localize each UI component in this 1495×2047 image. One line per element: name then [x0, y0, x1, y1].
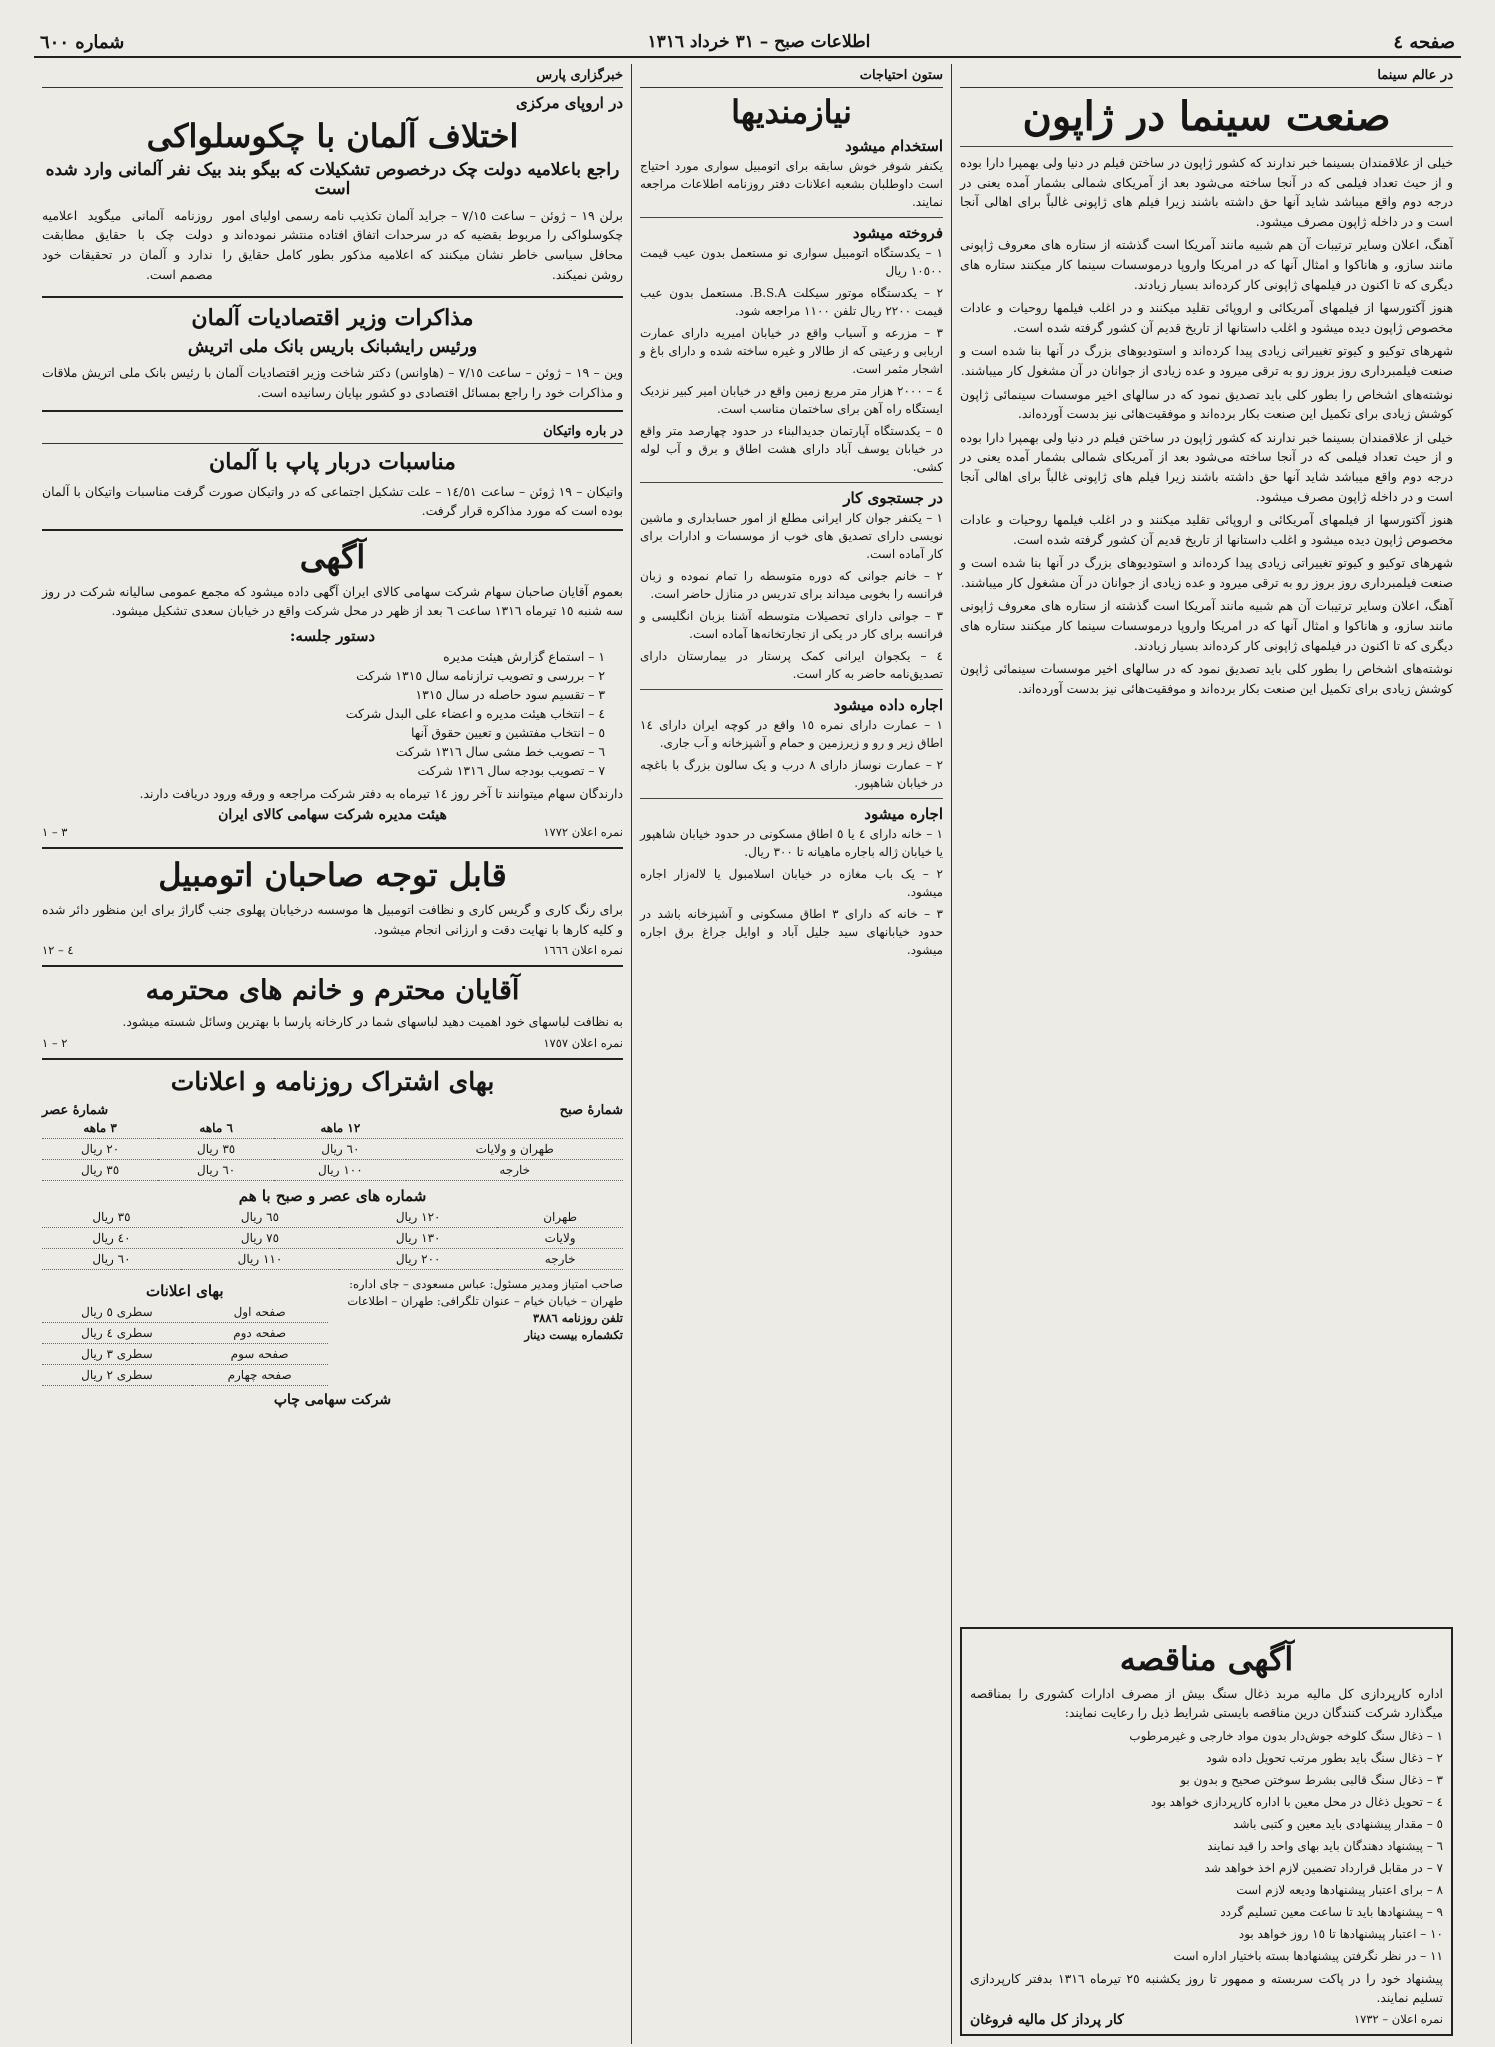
- table-cell: ٣٥ ریال: [158, 1138, 274, 1159]
- ad-number: نمره اعلان ١٦٦٦: [543, 943, 623, 958]
- ad-run: ٣ – ١: [42, 825, 68, 840]
- article-paragraph: هنوز آکتورسها از فیلمهای آمریکائی و اروپائی تقلید میکنند و در اغلب فیلمها روحیات و عادات مخصوص ژاپون دیده میشود و اغلب داستانها از تاریخ قدیم آن کشور گرفته شده است.: [960, 300, 1453, 335]
- agenda-item: ٥ – انتخاب مفتشین و تعیین حقوق آنها: [411, 724, 605, 740]
- classifieds-title: نیازمندیها: [731, 93, 852, 131]
- tender-item: ٧ – در مقابل قرارداد تضمین لازم اخذ خواهد شد: [1204, 1860, 1443, 1875]
- table-header: ١٢ ماهه: [274, 1118, 406, 1139]
- article-paragraph: نوشته‌های اشخاص را بطور کلی باید تصدیق نمود که در سالهای اخیر موسسات سینمائی ژاپون کوشش زیادی برای تکمیل این صنعت بکار برده‌اند و موفقیت‌هائی نیز بدست آورده‌اند.: [960, 661, 1453, 696]
- tender-item: ١١ – در نظر نگرفتن پیشنهادها بسته باختیار اداره است: [1173, 1948, 1443, 1963]
- table-cell: ٤٠ ریال: [42, 1227, 181, 1248]
- table-cell: سطری ٢ ریال: [42, 1364, 192, 1385]
- classified-item: ٥ – یکدستگاه آپارتمان جدیدالبناء در حدود چهارصد متر واقع در خیابان یوسف آباد دارای هشت اطاق و برق و آب لوله کشی.: [640, 423, 943, 474]
- table-cell: ٧٥ ریال: [181, 1227, 339, 1248]
- classified-item: ١ – عمارت دارای نمره ١٥ واقع در کوچه ایران دارای ١٤ اطاق زیر و رو و زیرزمین و حمام و آشپزخانه و آب جاری.: [640, 717, 943, 750]
- issue-number: شماره ٦٠٠: [40, 31, 125, 53]
- classified-item: ٣ – مزرعه و آسیاب واقع در خیابان امیریه دارای عمارت اربابی و رعیتی که از طالار و غیره ساخته شده و دارای باغ و اشجار مثمر است.: [640, 325, 943, 376]
- classified-item: ١ – خانه دارای ٤ یا ٥ اطاق مسکونی در حدود خیابان شاهپور یا خیابان ژاله باجاره ماهیانه تا ٣٠٠ ریال.: [640, 826, 943, 859]
- vatican-text: واتیکان – ١٩ ژوئن – ساعت ١٤/٥١ – علت تشکیل اجتماعی که در واتیکان صورت گرفت مناسبات واتیکان با آلمان بوده است که مورد مذاکره قرار گرفت.: [42, 483, 624, 519]
- table-cell: ١١٠ ریال: [181, 1248, 339, 1269]
- vatican-kicker: در باره واتیکان: [42, 420, 623, 444]
- ad-number: نمره اعلان ١٧٥٧: [543, 1035, 623, 1050]
- table-cell: صفحه سوم: [192, 1343, 328, 1364]
- classified-item: ٢ – خانم جوانی که دوره متوسطه را تمام نموده و زبان فرانسه را بخوبی میداند برای تدریس در منازل حاضر است.: [640, 568, 943, 601]
- agenda-item: ٦ – تصویب خط مشی سال ١٣١٦ شرکت: [395, 743, 605, 759]
- classified-item: ٢ – یکدستگاه موتور سیکلت B.S.A. مستعمل بدون عیب قیمت ٢٢٠٠ ریال تلفن ١١٠٠ مراجعه شود.: [640, 285, 944, 318]
- table-row: [42, 1227, 623, 1248]
- ad-number: نمره اعلان ١٧٧٢: [543, 825, 623, 840]
- ad-number: نمره اعلان – ١٧٣٢: [1353, 2012, 1443, 2026]
- masthead: [34, 28, 1461, 58]
- table-row: [42, 1364, 328, 1385]
- table-cell: خارجه: [497, 1248, 623, 1269]
- subscription-title: بهای اشتراک روزنامه و اعلانات: [170, 1066, 495, 1096]
- ad-run: ٢ – ١: [42, 1035, 68, 1050]
- table-cell: ١٠٠ ریال: [274, 1159, 406, 1180]
- notice-signature: هیئت مدیره شرکت سهامی کالای ایران: [218, 807, 447, 824]
- classified-section-label: استخدام میشود: [845, 136, 943, 155]
- table-cell: ٢٠ ریال: [42, 1138, 158, 1159]
- table-cell: طهران و ولایات: [406, 1138, 623, 1159]
- tender-item: ٣ – ذغال سنگ قالبی بشرط سوختن صحیح و بدون بو: [1180, 1772, 1443, 1787]
- classified-item: ٢ – عمارت نوساز دارای ٨ درب و یک سالون بزرگ با باغچه در خیابان شاهپور.: [640, 757, 943, 790]
- single-copy-price: تکشماره بیست دینار: [524, 1327, 623, 1342]
- subscription-rates: [42, 1068, 623, 1408]
- tender-footer: پیشنهاد خود را در پاکت سربسته و ممهور تا روز یکشنبه ٢٥ تیرماه ١٣١٦ بدفتر کارپردازی تسلیم نمایند.: [970, 1970, 1443, 2006]
- table-cell: ١٢٠ ریال: [339, 1207, 497, 1228]
- classifieds-kicker: ستون احتیاجات: [640, 64, 943, 88]
- page-number: صفحه ٤: [1393, 31, 1455, 53]
- tender-intro: اداره کارپردازی کل مالیه مربد ذغال سنگ بیش از مصرف ادارات کشوری را بمناقصه میگذارد شرکت کنندگان درین مناقصه بایستی شرایط ذیل را رعایت نمایند:: [970, 1685, 1443, 1721]
- tender-item: ١٠ – اعتبار پیشنهادها تا ١٥ روز خواهد بود: [1238, 1926, 1443, 1941]
- table-cell: صفحه چهارم: [192, 1364, 328, 1385]
- table-cell: سطری ٣ ریال: [42, 1343, 192, 1364]
- table-cell: ٣٥ ریال: [42, 1207, 181, 1228]
- auto-ad-text: برای رنگ کاری و گریس کاری و نظافت اتومبیل ها موسسه درخیابان پهلوی جنب گاراژ برای این منظور دائر شده و کلیه کارها با نهایت دقت و ارزانی انجام میشود.: [42, 902, 623, 937]
- tender-notice: [960, 1627, 1453, 2036]
- table-cell: صفحه دوم: [192, 1322, 328, 1343]
- table-cell: خارجه: [406, 1159, 623, 1180]
- tender-item: ١ – ذغال سنگ کلوخه جوش‌دار بدون مواد خارجی و غیرمرطوب: [1129, 1728, 1443, 1743]
- ad-rates-title: بهای اعلانات: [145, 1281, 224, 1300]
- table-header: [406, 1118, 623, 1139]
- phone-number: تلفن روزنامه ٣٨٨٦: [533, 1310, 623, 1325]
- article-paragraph: آهنگ، اعلان وسایر ترتیبات آن هم شبیه مانند آمریکا است گذشته از ستاره های معروف ژاپونی مانند سازو، و هاناکوا و امثال آنها که در امریکا واروپا درموسسات سینما کار میکنند ستاره های دیگری که تا اکنون در فیلمهای ژاپونی کار کرده‌اند بسیار زیادند.: [960, 237, 1453, 292]
- article-paragraph: شهرهای توکیو و کیوتو تغییراتی زیادی پیدا کرده‌اند و استودیوهای بزرگ در آنها بنا شده است و صنعت فیلمبرداری روز بروز رو به ترقی میرود و عده زیادی از جوانان در آن مشغول کار میباشند.: [960, 555, 1453, 590]
- tender-item: ٢ – ذغال سنگ باید بطور مرتب تحویل داده شود: [1206, 1750, 1443, 1765]
- table-cell: ٢٠٠ ریال: [339, 1248, 497, 1269]
- table-cell: طهران: [497, 1207, 623, 1228]
- combined-title: شماره های عصر و صبح با هم: [238, 1186, 427, 1205]
- classified-item: ٢ – یک باب مغازه در خیابان اسلامبول یا لاله‌زار اجاره میشود.: [640, 866, 943, 899]
- article-paragraph: هنوز آکتورسها از فیلمهای آمریکائی و اروپائی تقلید میکنند و در اغلب فیلمها روحیات و عادات مخصوص ژاپون دیده میشود و اغلب داستانها از تاریخ قدیم آن کشور گرفته شده است.: [960, 512, 1453, 547]
- middle-column: [631, 64, 951, 2044]
- morning-edition-label: شمارهٔ صبح: [559, 1102, 623, 1118]
- agenda-item: ٢ – بررسی و تصویب ترازنامه سال ١٣١٥ شرکت: [356, 667, 605, 683]
- combined-table: [42, 1207, 623, 1270]
- agenda-label: دستور جلسه:: [289, 626, 376, 645]
- right-column: [951, 64, 1461, 2044]
- classified-item: ١ – یکنفر جوان کار ایرانی مطلع از امور حسابداری و ماشین نویسی دارای تصدیق های خوب از موسسات و ادارات برای کار آماده است.: [640, 510, 943, 561]
- table-header: ٦ ماهه: [158, 1118, 274, 1139]
- article-paragraph: آهنگ، اعلان وسایر ترتیبات آن هم شبیه مانند آمریکا است گذشته از ستاره های معروف ژاپونی مانند سازو، و هاناکوا و امثال آنها که در امریکا واروپا درموسسات سینما کار میکنند ستاره های دیگری که تا اکنون در فیلمهای ژاپونی کار کرده‌اند بسیار زیادند.: [960, 598, 1453, 653]
- table-cell: ١٣٠ ریال: [339, 1227, 497, 1248]
- classified-section-label: اجاره میشود: [864, 804, 943, 823]
- tender-item: ٥ – مقدار پیشنهادی باید معین و کتبی باشد: [1233, 1816, 1443, 1831]
- article-body: [960, 153, 1453, 698]
- table-row: [42, 1159, 623, 1180]
- ad-run: ٤ – ١٢: [42, 943, 74, 958]
- table-row: [42, 1138, 623, 1159]
- classified-item: ٤ – ٢٠٠٠ هزار متر مربع زمین واقع در خیابان امیر کبیر نزدیک ایستگاه راه آهن برای ساختمان مناسب است.: [640, 383, 943, 416]
- laundry-ad: [42, 975, 623, 1050]
- ad-rates-table: [42, 1302, 328, 1386]
- news-region: در اروپای مرکزی: [516, 94, 623, 112]
- news-agency-kicker: خبرگزاری پارس: [42, 64, 623, 88]
- talks-title: مذاکرات وزیر اقتصادیات آلمان: [191, 305, 474, 332]
- left-column: [34, 64, 631, 2044]
- auto-ad-title: قابل توجه صاحبان اتومبیل: [158, 856, 507, 895]
- table-cell: سطری ٤ ریال: [42, 1322, 192, 1343]
- talks-subtitle: ورئیس رایشبانک باریس بانک ملی اتریش: [187, 336, 478, 357]
- table-cell: ٦٠ ریال: [274, 1138, 406, 1159]
- tender-item: ٩ – پیشنهادها باید تا ساعت معین تسلیم گردد: [1220, 1904, 1443, 1919]
- table-cell: ٦٥ ریال: [181, 1207, 339, 1228]
- subscription-table: [42, 1118, 623, 1181]
- news-lede: راجع باعلامیه دولت چک درخصوص تشکیلات که بیگو بند بیک نفر آلمانی وارد شده است: [45, 159, 620, 200]
- table-row: [42, 1248, 623, 1269]
- notice-title: آگهی: [299, 537, 366, 576]
- article-paragraph: نوشته‌های اشخاص را بطور کلی باید تصدیق نمود که در سالهای اخیر موسسات سینمائی ژاپون کوشش زیادی برای تکمیل این صنعت بکار برده‌اند و موفقیت‌هائی نیز بدست آورده‌اند.: [960, 386, 1453, 422]
- tender-title: آگهی مناقصه: [1119, 1639, 1294, 1678]
- auto-ad: [42, 857, 623, 957]
- table-row: [42, 1322, 328, 1343]
- table-row: [42, 1302, 328, 1323]
- news-paragraph: برلن ١٩ – ژوئن – ساعت ٧/١٥ – جراید آلمان تکذیب نامه رسمی اولیای امور چکوسلواکی را مربوط بقضیه که در سرحدات اتفاق افتاده منتشر نموده‌اند و محافل سیاسی خاطر نشان میکنند که اعلامیه مذکور بطور کامل حقایق را روشن نمیکند.: [222, 207, 624, 282]
- shareholders-notice: [42, 539, 623, 840]
- table-cell: ٦٠ ریال: [158, 1159, 274, 1180]
- printer-name: شرکت سهامی چاپ: [273, 1391, 392, 1408]
- article-paragraph: شهرهای توکیو و کیوتو تغییراتی زیادی پیدا کرده‌اند و استودیوهای بزرگ در آنها بنا شده است و صنعت فیلمبرداری روز بروز رو به ترقی میرود و عده زیادی از جوانان در آن مشغول کار میباشند.: [960, 343, 1453, 378]
- article-paragraph: خیلی از علاقمندان بسینما خبر ندارند که کشور ژاپون در ساختن فیلم در دنیا ولی بهمپرا دارا بوده و از حیث تعداد فیلمی که در آنجا ساخته می‌شود بعد از آمریکای شمالی بشمار آمده یعنی در درجه دوم واقع میباشد شاید آنها حق داشته باشند زیرا فیلم های ژاپونی غالباً برای اهالی آنجا است و در داخله ژاپون مصرف میشود.: [960, 429, 1453, 504]
- notice-tail: دارندگان سهام میتوانند تا آخر روز ١٤ تیرماه به دفتر شرکت مراجعه و ورقه ورود دریافت دارند.: [139, 785, 623, 801]
- agenda-item: ٧ – تصویب بودجه سال ١٣١٦ شرکت: [417, 762, 605, 778]
- tender-signature: کار پرداز کل مالیه فروغان: [970, 2012, 1124, 2028]
- news-title: اختلاف آلمان با چکوسلواکی: [146, 117, 519, 155]
- classified-section-label: فروخته میشود: [852, 223, 943, 242]
- table-cell: سطری ٥ ریال: [42, 1302, 192, 1323]
- agenda-item: ١ – استماع گزارش هیئت مدیره: [443, 648, 605, 664]
- article-title: صنعت سینما در ژاپون: [1022, 93, 1391, 140]
- laundry-ad-text: به نظافت لباسهای خود اهمیت دهید لباسهای شما در کارخانه پارسا با بهترین وسائل شسته میشود.: [122, 1014, 623, 1030]
- section-kicker: در عالم سینما: [960, 64, 1453, 88]
- classified-item: ٣ – جوانی دارای تحصیلات متوسطه آشنا بزبان انگلیسی و فرانسه برای کار در یکی از تجارتخانه‌ها آماده است.: [640, 608, 943, 641]
- classified-item: یکنفر شوفر خوش سابقه برای اتومبیل سواری مورد احتیاج است داوطلبان بشعبه اعلانات دفتر روزنامه اطلاعات مراجعه نمایند.: [640, 158, 943, 209]
- table-header: ٣ ماهه: [42, 1118, 158, 1139]
- article-paragraph: خیلی از علاقمندان بسینما خبر ندارند که کشور ژاپون در ساختن فیلم در دنیا ولی بهمپرا دارا بوده و از حیث تعداد فیلمی که در آنجا ساخته می‌شود بعد از آمریکای شمالی بشمار آمده یعنی در درجه دوم واقع میباشد شاید آنها حق داشته باشند زیرا فیلم های ژاپونی غالباً برای اهالی آنجا است و در داخله ژاپون مصرف میشود.: [960, 155, 1453, 229]
- imprint-text: صاحب امتیاز ومدیر مسئول: عباس مسعودی – جای اداره: طهران – خیابان خیام – عنوان تلگرافی: طهران – اطلاعات: [347, 1276, 623, 1308]
- tender-item: ٨ – برای اعتبار پیشنهادها ودیعه لازم است: [1236, 1882, 1443, 1897]
- evening-edition-label: شمارهٔ عصر: [42, 1102, 109, 1118]
- tender-item: ٦ – پیشنهاد دهندگان باید بهای واحد را قید نمایند: [1207, 1838, 1443, 1853]
- classified-item: ٣ – خانه که دارای ٣ اطاق مسکونی و آشپزخانه باشد در حدود خیابانهای سید جلیل آباد و اوایل جراغ برق اجاره میشود.: [640, 906, 943, 957]
- table-row: [42, 1207, 623, 1228]
- classified-item: ٤ – یکجوان ایرانی کمک پرستار در بیمارستان دارای تصدیق‌نامه حاضر به کار است.: [640, 648, 943, 681]
- table-cell: ٣٥ ریال: [42, 1159, 158, 1180]
- vatican-title: مناسبات دربار پاپ با آلمان: [209, 449, 456, 476]
- classified-section-label: اجاره داده میشود: [833, 695, 943, 714]
- news-paragraph: روزنامه آلمانی میگوید اعلامیه دولت چک با حقایق مطابقت ندارد و آلمان در تحقیقات خود مصمم است.: [42, 207, 213, 282]
- table-row: [42, 1343, 328, 1364]
- table-cell: ٦٠ ریال: [42, 1248, 181, 1269]
- table-cell: ولایات: [497, 1227, 623, 1248]
- agenda-item: ٤ – انتخاب هیئت مدیره و اعضاء علی البدل شرکت: [345, 705, 605, 721]
- laundry-ad-title: آقایان محترم و خانم های محترمه: [145, 975, 520, 1007]
- talks-text: وین – ١٩ – ژوئن – ساعت ٧/١٥ – (هاوانس) دکتر شاخت وزیر اقتصادیات آلمان با رئیس بانک ملی اتریش ملاقات و مذاکرات خود را راجع بمسائل اقتصادی دو کشور بپایان رسانیده است.: [42, 365, 624, 400]
- tender-item: ٤ – تحویل ذغال در محل معین با اداره کارپردازی خواهد بود: [1150, 1794, 1443, 1809]
- notice-text: بعموم آقایان صاحبان سهام شرکت سهامی کالای ایران آگهی داده میشود که مجمع عمومی سالیانه شرکت در روز سه شنبه ١٥ تیرماه ١٣١٦ ساعت ٦ بعد از ظهر در محل شرکت واقع در خیابان سعدی تشکیل میشود.: [42, 583, 623, 619]
- agenda-item: ٣ – تقسیم سود حاصله در سال ١٣١٥: [415, 686, 605, 702]
- table-cell: صفحه اول: [192, 1302, 328, 1323]
- classified-item: ١ – یکدستگاه اتومبیل سواری نو مستعمل بدون عیب قیمت ١٠٥٠٠ ریال: [640, 245, 943, 278]
- imprint: [338, 1276, 624, 1386]
- paper-date: اطلاعات صبح – ٣١ خرداد ١٣١٦: [647, 32, 871, 52]
- classified-section-label: در جستجوی کار: [843, 488, 943, 507]
